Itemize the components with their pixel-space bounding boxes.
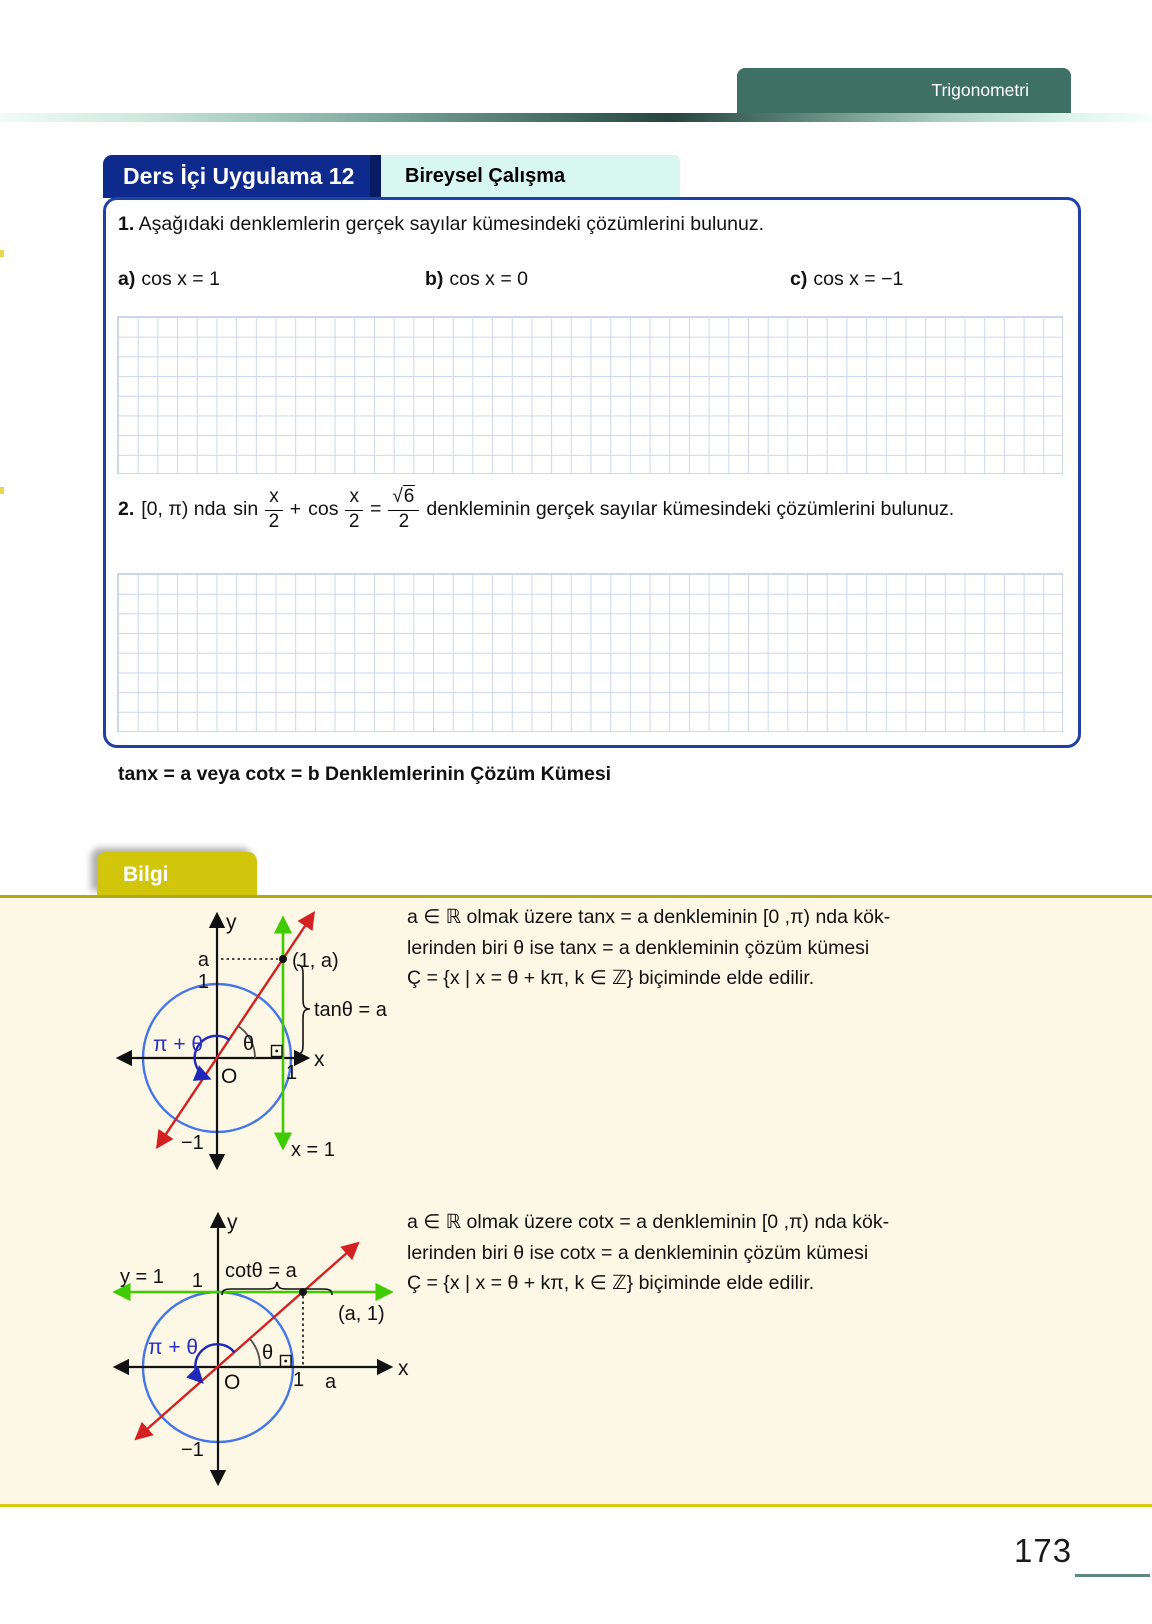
page-number: 173	[1014, 1532, 1073, 1569]
theta-label: θ	[262, 1342, 274, 1364]
option-c-label: c)	[790, 268, 808, 290]
page-number-underline	[1075, 1574, 1150, 1577]
one-y-tick-label: 1	[197, 971, 209, 993]
point-1a-dot	[279, 955, 287, 963]
cos-label: cos	[308, 498, 339, 521]
section-heading: tanx = a veya cotx = b Denklemlerinin Çözüm Kümesi	[118, 763, 612, 785]
radical-sign: √	[392, 486, 403, 507]
option-b-math: cos x = 0	[449, 268, 528, 290]
one-x-tick-label: 1	[293, 1369, 305, 1391]
tan-explanation-line3: Ç = {x | x = θ + kπ, k ∈ ℤ} biçiminde elde edilir.	[407, 967, 815, 989]
worksheet-subtitle-tab	[381, 155, 680, 198]
option-b-label: b)	[425, 268, 444, 290]
neg-one-label: −1	[181, 1132, 204, 1154]
chapter-badge	[737, 68, 1071, 113]
cot-explanation-line2: lerinden biri θ ise cotx = a denkleminin çözüm kümesi	[407, 1241, 869, 1264]
cot-explanation	[407, 1207, 997, 1299]
y-equals-1-label: y = 1	[120, 1266, 164, 1288]
tan-explanation-line1: a ∈ ℝ olmak üzere tanx = a denkleminin [0 ,π) nda kök-	[407, 906, 891, 928]
fraction-sin	[265, 487, 283, 532]
point-a1-label: (a, 1)	[338, 1303, 385, 1325]
fraction-sqrt6-num	[388, 487, 419, 511]
theta-arc	[250, 1339, 260, 1367]
tab-separator	[370, 155, 381, 198]
x-axis-label: x	[314, 1048, 325, 1071]
tan-unit-circle-diagram	[105, 875, 405, 1175]
a-tick-label: a	[197, 949, 209, 971]
tan-brace	[297, 965, 310, 1054]
radicand: 6	[403, 486, 415, 507]
tan-theta-label: tanθ = a	[314, 999, 387, 1021]
a-tick-label: a	[325, 1371, 337, 1393]
chapter-badge-label: Trigonometri	[931, 80, 1029, 100]
one-x-tick-label: 1	[286, 1062, 298, 1084]
cot-unit-circle-diagram	[90, 1195, 425, 1495]
right-angle-dot	[284, 1360, 287, 1363]
pi-plus-theta-label: π + θ	[153, 1033, 204, 1056]
option-b	[425, 268, 528, 291]
fraction-cos-den: 2	[348, 510, 360, 532]
question-2-number: 2.	[118, 498, 135, 521]
x-axis-label: x	[398, 1357, 409, 1380]
theta-label: θ	[243, 1033, 255, 1055]
question-1-text: Aşağıdaki denklemlerin gerçek sayılar kümesindeki çözümlerini bulunuz.	[138, 213, 764, 235]
one-y-tick-label: 1	[191, 1270, 203, 1292]
tan-explanation	[407, 902, 997, 994]
question-1	[118, 213, 764, 236]
question-1-number: 1.	[118, 213, 135, 235]
fraction-sin-num: x	[265, 487, 283, 511]
option-a-label: a)	[118, 268, 136, 290]
question-2-interval: [0, π) nda	[141, 498, 227, 521]
worksheet-subtitle: Bireysel Çalışma	[405, 165, 566, 187]
origin-label: O	[221, 1065, 238, 1088]
plus-sign: +	[289, 498, 302, 521]
option-a-math: cos x = 1	[141, 268, 220, 290]
x-equals-1-label: x = 1	[291, 1139, 335, 1161]
right-angle-dot	[275, 1050, 278, 1053]
fraction-cos	[345, 487, 363, 532]
question-2-suffix: denkleminin gerçek sayılar kümesindeki çözümlerini bulunuz.	[426, 498, 955, 521]
point-1a-label: (1, a)	[292, 950, 339, 972]
answer-grid-2	[117, 573, 1063, 732]
question-1-options	[118, 268, 1058, 296]
option-c	[790, 268, 903, 291]
cot-theta-label: cotθ = a	[225, 1260, 297, 1282]
worksheet-title: Ders İçi Uygulama 12	[123, 163, 355, 189]
bilgi-tab-label: Bilgi	[123, 863, 169, 886]
fraction-sqrt6	[388, 487, 419, 532]
y-axis-label: y	[226, 911, 237, 934]
tan-explanation-line2: lerinden biri θ ise tanx = a denkleminin çözüm kümesi	[407, 936, 870, 959]
fraction-sin-den: 2	[268, 510, 280, 532]
option-a	[118, 268, 220, 291]
fraction-sqrt6-den: 2	[398, 510, 410, 532]
cot-explanation-line1: a ∈ ℝ olmak üzere cotx = a denkleminin [0 ,π) nda kök-	[407, 1211, 890, 1233]
pi-plus-theta-label: π + θ	[148, 1336, 199, 1359]
y-axis-label: y	[227, 1211, 238, 1234]
question-2	[118, 487, 961, 532]
answer-grid-1	[117, 316, 1063, 474]
origin-label: O	[224, 1371, 241, 1394]
tan-terminal-line	[158, 914, 313, 1146]
top-gradient-rule	[0, 113, 1152, 122]
neg-one-label: −1	[181, 1439, 204, 1461]
fraction-cos-num: x	[345, 487, 363, 511]
cot-explanation-line3: Ç = {x | x = θ + kπ, k ∈ ℤ} biçiminde elde edilir.	[407, 1272, 815, 1294]
spine-mark	[0, 250, 4, 257]
spine-mark	[0, 487, 4, 494]
sin-label: sin	[233, 498, 259, 521]
worksheet-title-tab	[103, 155, 370, 198]
equals-sign: =	[369, 498, 382, 521]
option-c-math: cos x = −1	[813, 268, 904, 290]
